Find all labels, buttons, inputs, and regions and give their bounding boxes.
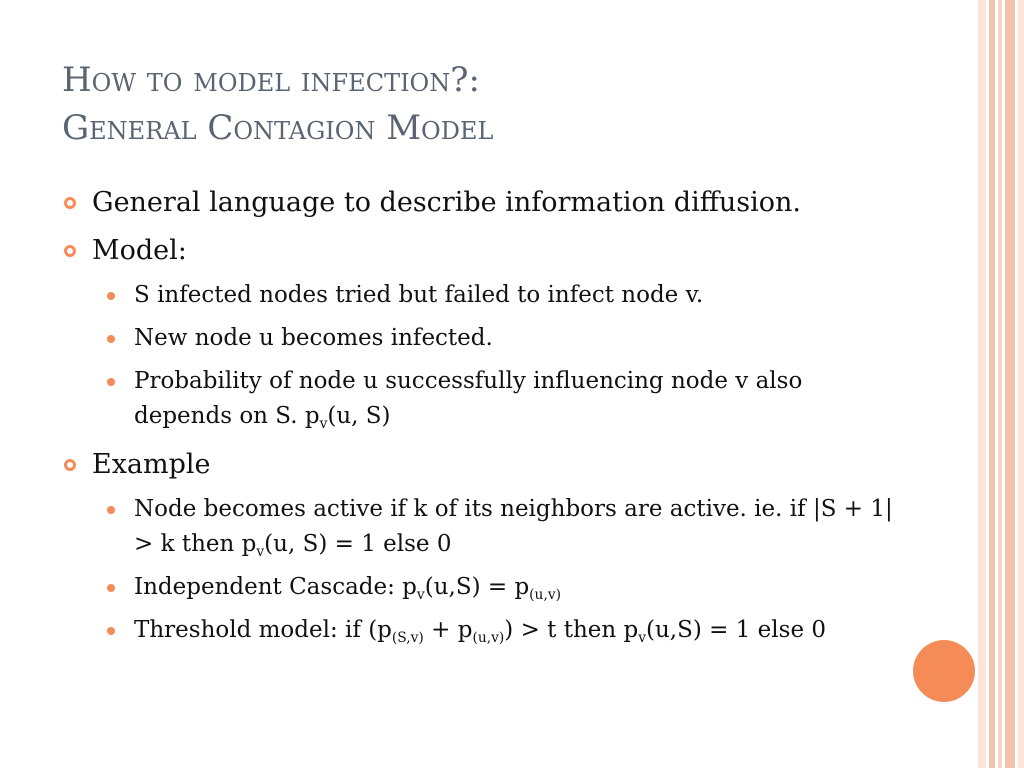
dot-bullet-icon xyxy=(102,570,134,605)
decorative-circle xyxy=(913,640,975,702)
text-run: Probability of node u successfully influencing node v also depends on S. p xyxy=(134,368,803,429)
title-line-2: General Contagion Model xyxy=(62,108,494,148)
bullet-model xyxy=(62,234,932,268)
bullet-text: General language to describe information diffusion. xyxy=(92,187,801,218)
bullet-text: Model: xyxy=(92,235,187,266)
dot-bullet-icon xyxy=(102,321,134,356)
dot-bullet-icon xyxy=(102,492,134,527)
subscript: v xyxy=(256,543,265,560)
dot-bullet-icon xyxy=(102,364,134,399)
dot-bullet-icon xyxy=(102,278,134,313)
decorative-stripe xyxy=(998,0,1002,768)
title-line-1: How to model infection?: xyxy=(62,60,480,100)
ring-bullet-icon xyxy=(62,186,92,220)
sub-bullet-text: New node u becomes infected. xyxy=(134,325,493,351)
sub-bullet xyxy=(102,321,932,356)
decorative-stripe xyxy=(1018,0,1024,768)
subscript: (u,v) xyxy=(472,629,505,646)
ring-bullet-icon xyxy=(62,234,92,268)
model-sublist xyxy=(62,278,932,434)
example-sublist xyxy=(62,492,932,648)
ring-bullet-icon xyxy=(62,448,92,482)
sub-bullet-text xyxy=(134,364,894,434)
subscript: (u,v) xyxy=(529,586,562,603)
text-run: (u,S) = 1 else 0 xyxy=(646,617,827,643)
sub-bullet xyxy=(102,613,932,648)
decorative-stripe xyxy=(1005,0,1015,768)
text-run: (u, S) = 1 else 0 xyxy=(264,531,452,557)
text-run: Threshold model: if (p xyxy=(134,617,392,643)
bullet-example xyxy=(62,448,932,482)
sub-bullet xyxy=(102,570,932,605)
subscript: v xyxy=(416,586,425,603)
sub-bullet xyxy=(102,492,932,562)
sub-bullet xyxy=(102,364,932,434)
text-run: (u, S) xyxy=(327,403,391,429)
text-run: Independent Cascade: p xyxy=(134,574,417,600)
subscript: (S,v) xyxy=(391,629,424,646)
sub-bullet-text: S infected nodes tried but failed to infect node v. xyxy=(134,282,704,308)
bullet-general-language xyxy=(62,186,932,220)
bullet-text: Example xyxy=(92,449,211,480)
slide-title xyxy=(62,56,942,152)
sub-bullet xyxy=(102,278,932,313)
sub-bullet-text xyxy=(134,570,894,605)
text-run: Node becomes active if k of its neighbors are active. ie. if |S + 1| > k then p xyxy=(134,496,893,557)
text-run: ) > t then p xyxy=(504,617,639,643)
text-run: (u,S) = p xyxy=(424,574,530,600)
sub-bullet-text xyxy=(134,613,894,648)
text-run: + p xyxy=(423,617,473,643)
sub-bullet-text xyxy=(134,492,894,562)
decorative-stripe xyxy=(989,0,995,768)
decorative-stripe xyxy=(978,0,986,768)
subscript: v xyxy=(638,629,647,646)
dot-bullet-icon xyxy=(102,613,134,648)
subscript: v xyxy=(319,415,328,432)
bullet-list xyxy=(62,186,932,662)
